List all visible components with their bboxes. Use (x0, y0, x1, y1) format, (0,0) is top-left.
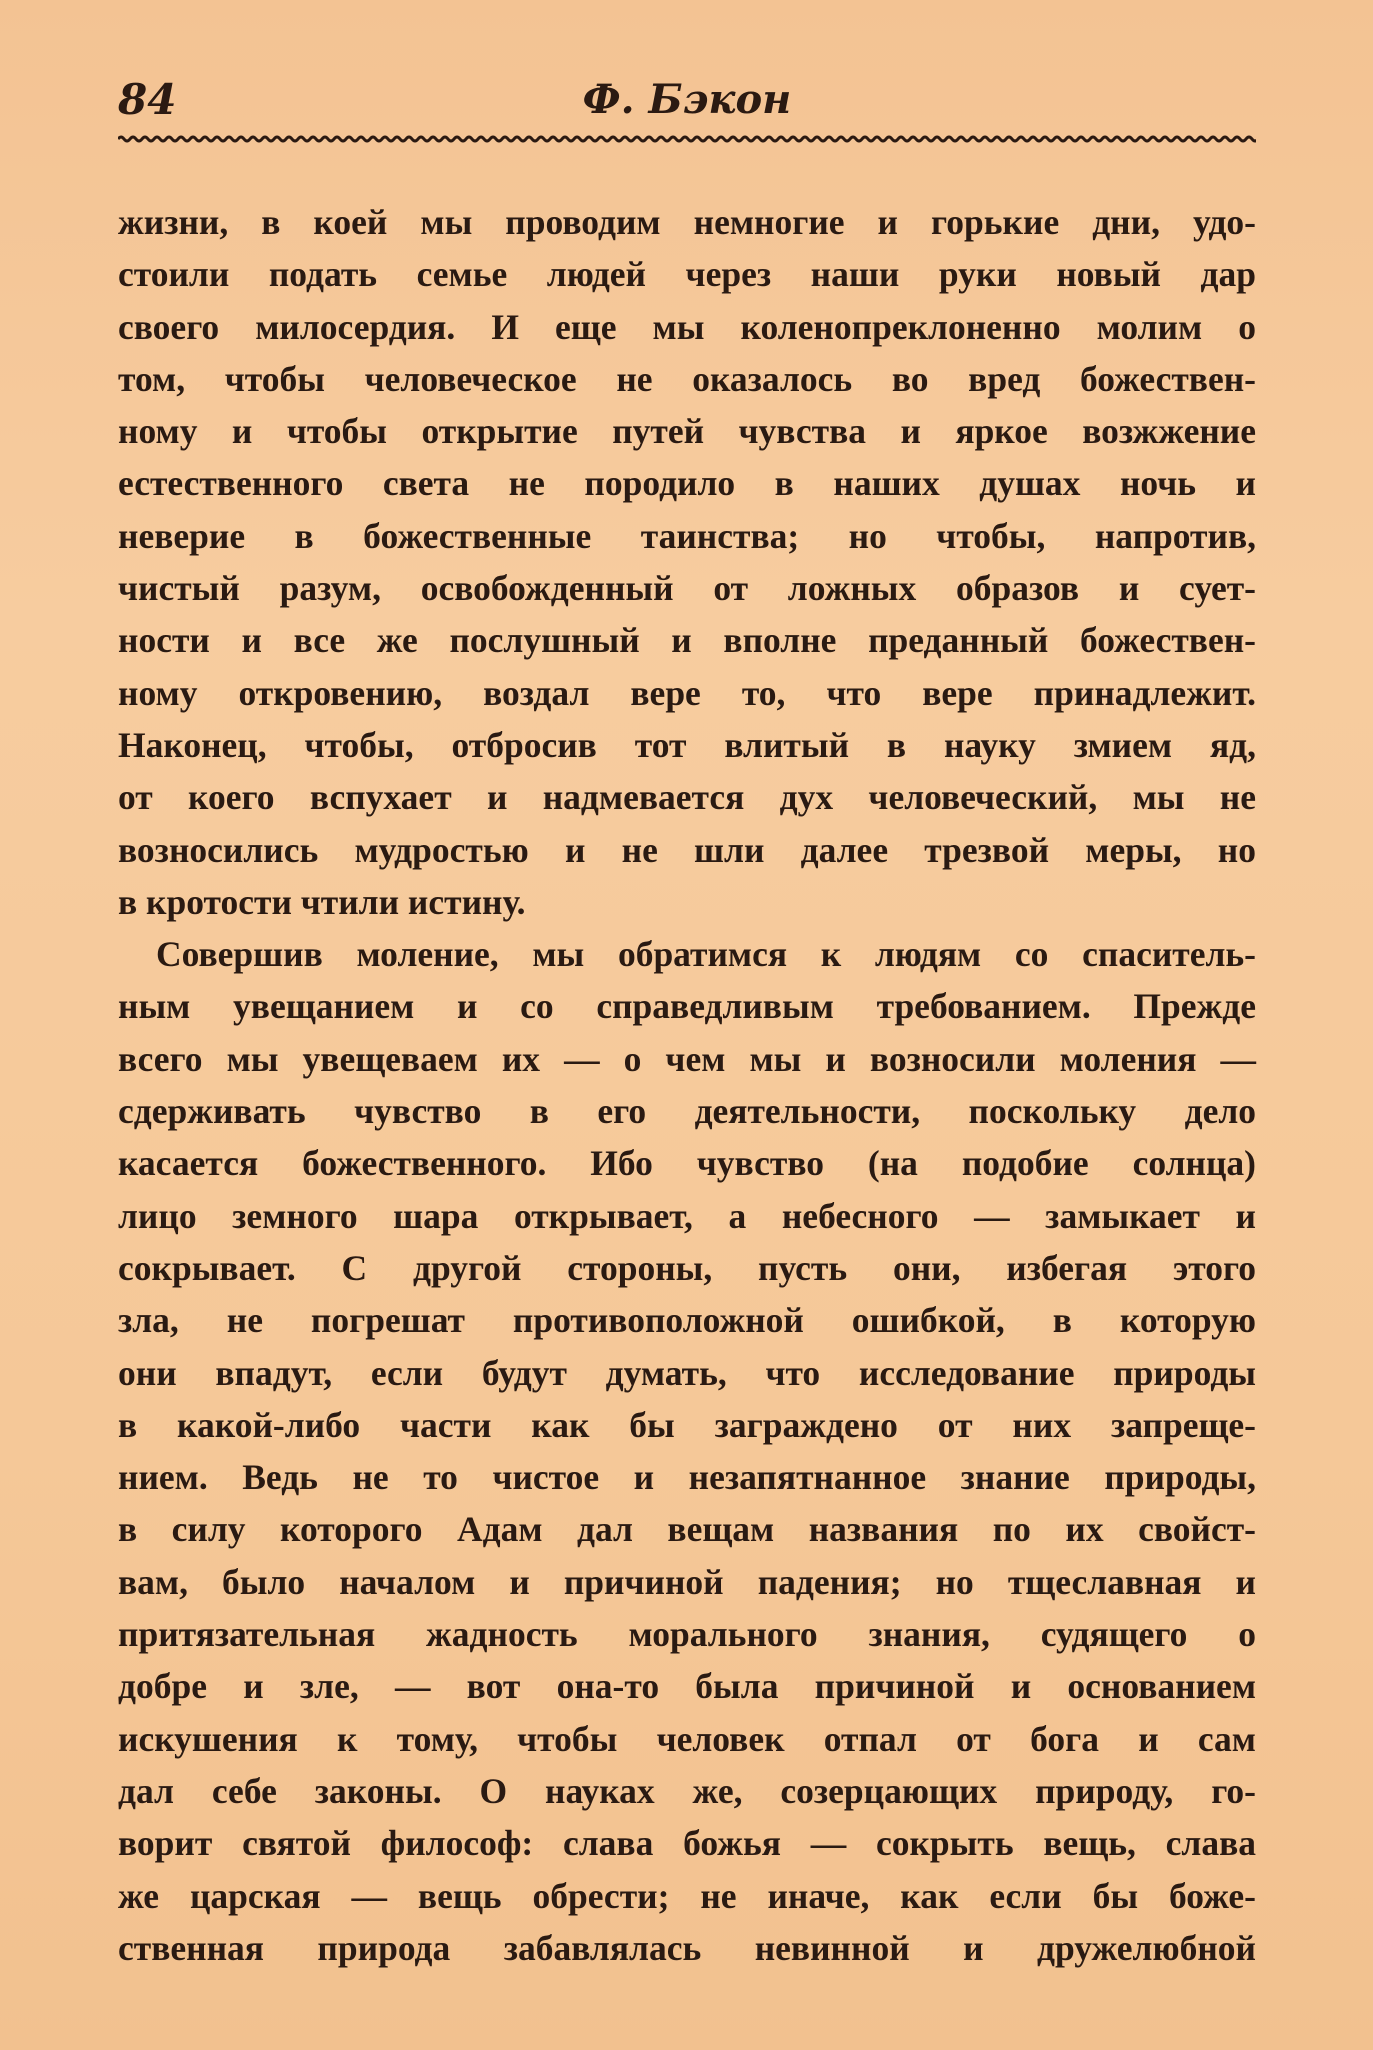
text-line: же царская — вещь обрести; не иначе, как если бы боже- (118, 1875, 1256, 1916)
text-line: в силу которого Адам дал вещам названия по их свойст- (118, 1509, 1256, 1550)
text-line: ственная природа забавлялась невинной и дружелюбной (118, 1927, 1256, 1968)
text-line: ному откровению, воздал вере то, что вере принадлежит. (118, 672, 1256, 713)
paragraph-1 (118, 196, 1256, 928)
text-line: чистый разум, освобожденный от ложных образов и сует- (118, 568, 1256, 609)
text-line: в кротости чтили истину. (118, 881, 526, 922)
text-line: нием. Ведь не то чистое и незапятнанное знание природы, (118, 1457, 1256, 1498)
page-header (118, 70, 1256, 130)
text-line: ным увещанием и со справедливым требованием. Прежде (118, 986, 1256, 1027)
text-line: Совершив моление, мы обратимся к людям со спаситель- (156, 934, 1256, 975)
text-line: сокрывает. С другой стороны, пусть они, избегая этого (118, 1247, 1256, 1288)
page-number: 84 (118, 75, 177, 124)
text-line: вам, было началом и причиной падения; но тщеславная и (118, 1561, 1256, 1602)
text-line: ворит святой философ: слава божья — сокрыть вещь, слава (118, 1823, 1256, 1864)
text-line: добре и зле, — вот она-то была причиной и основанием (118, 1666, 1256, 1707)
text-line: зла, не погрешат противоположной ошибкой, в которую (118, 1300, 1256, 1341)
text-line: сдерживать чувство в его деятельности, поскольку дело (118, 1091, 1256, 1132)
text-line: том, чтобы человеческое не оказалось во вред божествен- (118, 358, 1256, 399)
text-line: возносились мудростью и не шли далее трезвой меры, но (118, 829, 1256, 870)
text-line: ному и чтобы открытие путей чувства и яркое возжжение (118, 411, 1256, 452)
paragraph-2 (118, 928, 1256, 1974)
header-rule-ornament (118, 132, 1256, 146)
text-line: от коего вспухает и надмевается дух человеческий, мы не (118, 777, 1256, 818)
text-line: искушения к тому, чтобы человек отпал от бога и сам (118, 1718, 1256, 1759)
text-line: всего мы увещеваем их — о чем мы и возносили моления — (118, 1038, 1256, 1079)
text-line: неверие в божественные таинства; но чтобы, напротив, (118, 515, 1256, 556)
text-line: естественного света не породило в наших душах ночь и (118, 463, 1256, 504)
running-head: Ф. Бэкон (582, 76, 792, 123)
text-line: стоили подать семье людей через наши руки новый дар (118, 254, 1256, 295)
text-line: своего милосердия. И еще мы коленопреклоненно молим о (118, 306, 1256, 347)
text-line: дал себе законы. О науках же, созерцающих природу, го- (118, 1770, 1256, 1811)
text-line: они впадут, если будут думать, что исследование природы (118, 1352, 1256, 1393)
text-line: ности и все же послушный и вполне преданный божествен- (118, 620, 1256, 661)
text-line: притязательная жадность морального знания, судящего о (118, 1614, 1256, 1655)
text-line: в какой-либо части как бы заграждено от них запреще- (118, 1404, 1256, 1445)
text-line: Наконец, чтобы, отбросив тот влитый в науку змием яд, (118, 724, 1256, 765)
text-line: лицо земного шара открывает, а небесного — замыкает и (118, 1195, 1256, 1236)
body-text (118, 196, 1256, 1974)
text-line: жизни, в коей мы проводим немногие и горькие дни, удо- (118, 202, 1256, 242)
text-line: касается божественного. Ибо чувство (на подобие солнца) (118, 1143, 1256, 1184)
